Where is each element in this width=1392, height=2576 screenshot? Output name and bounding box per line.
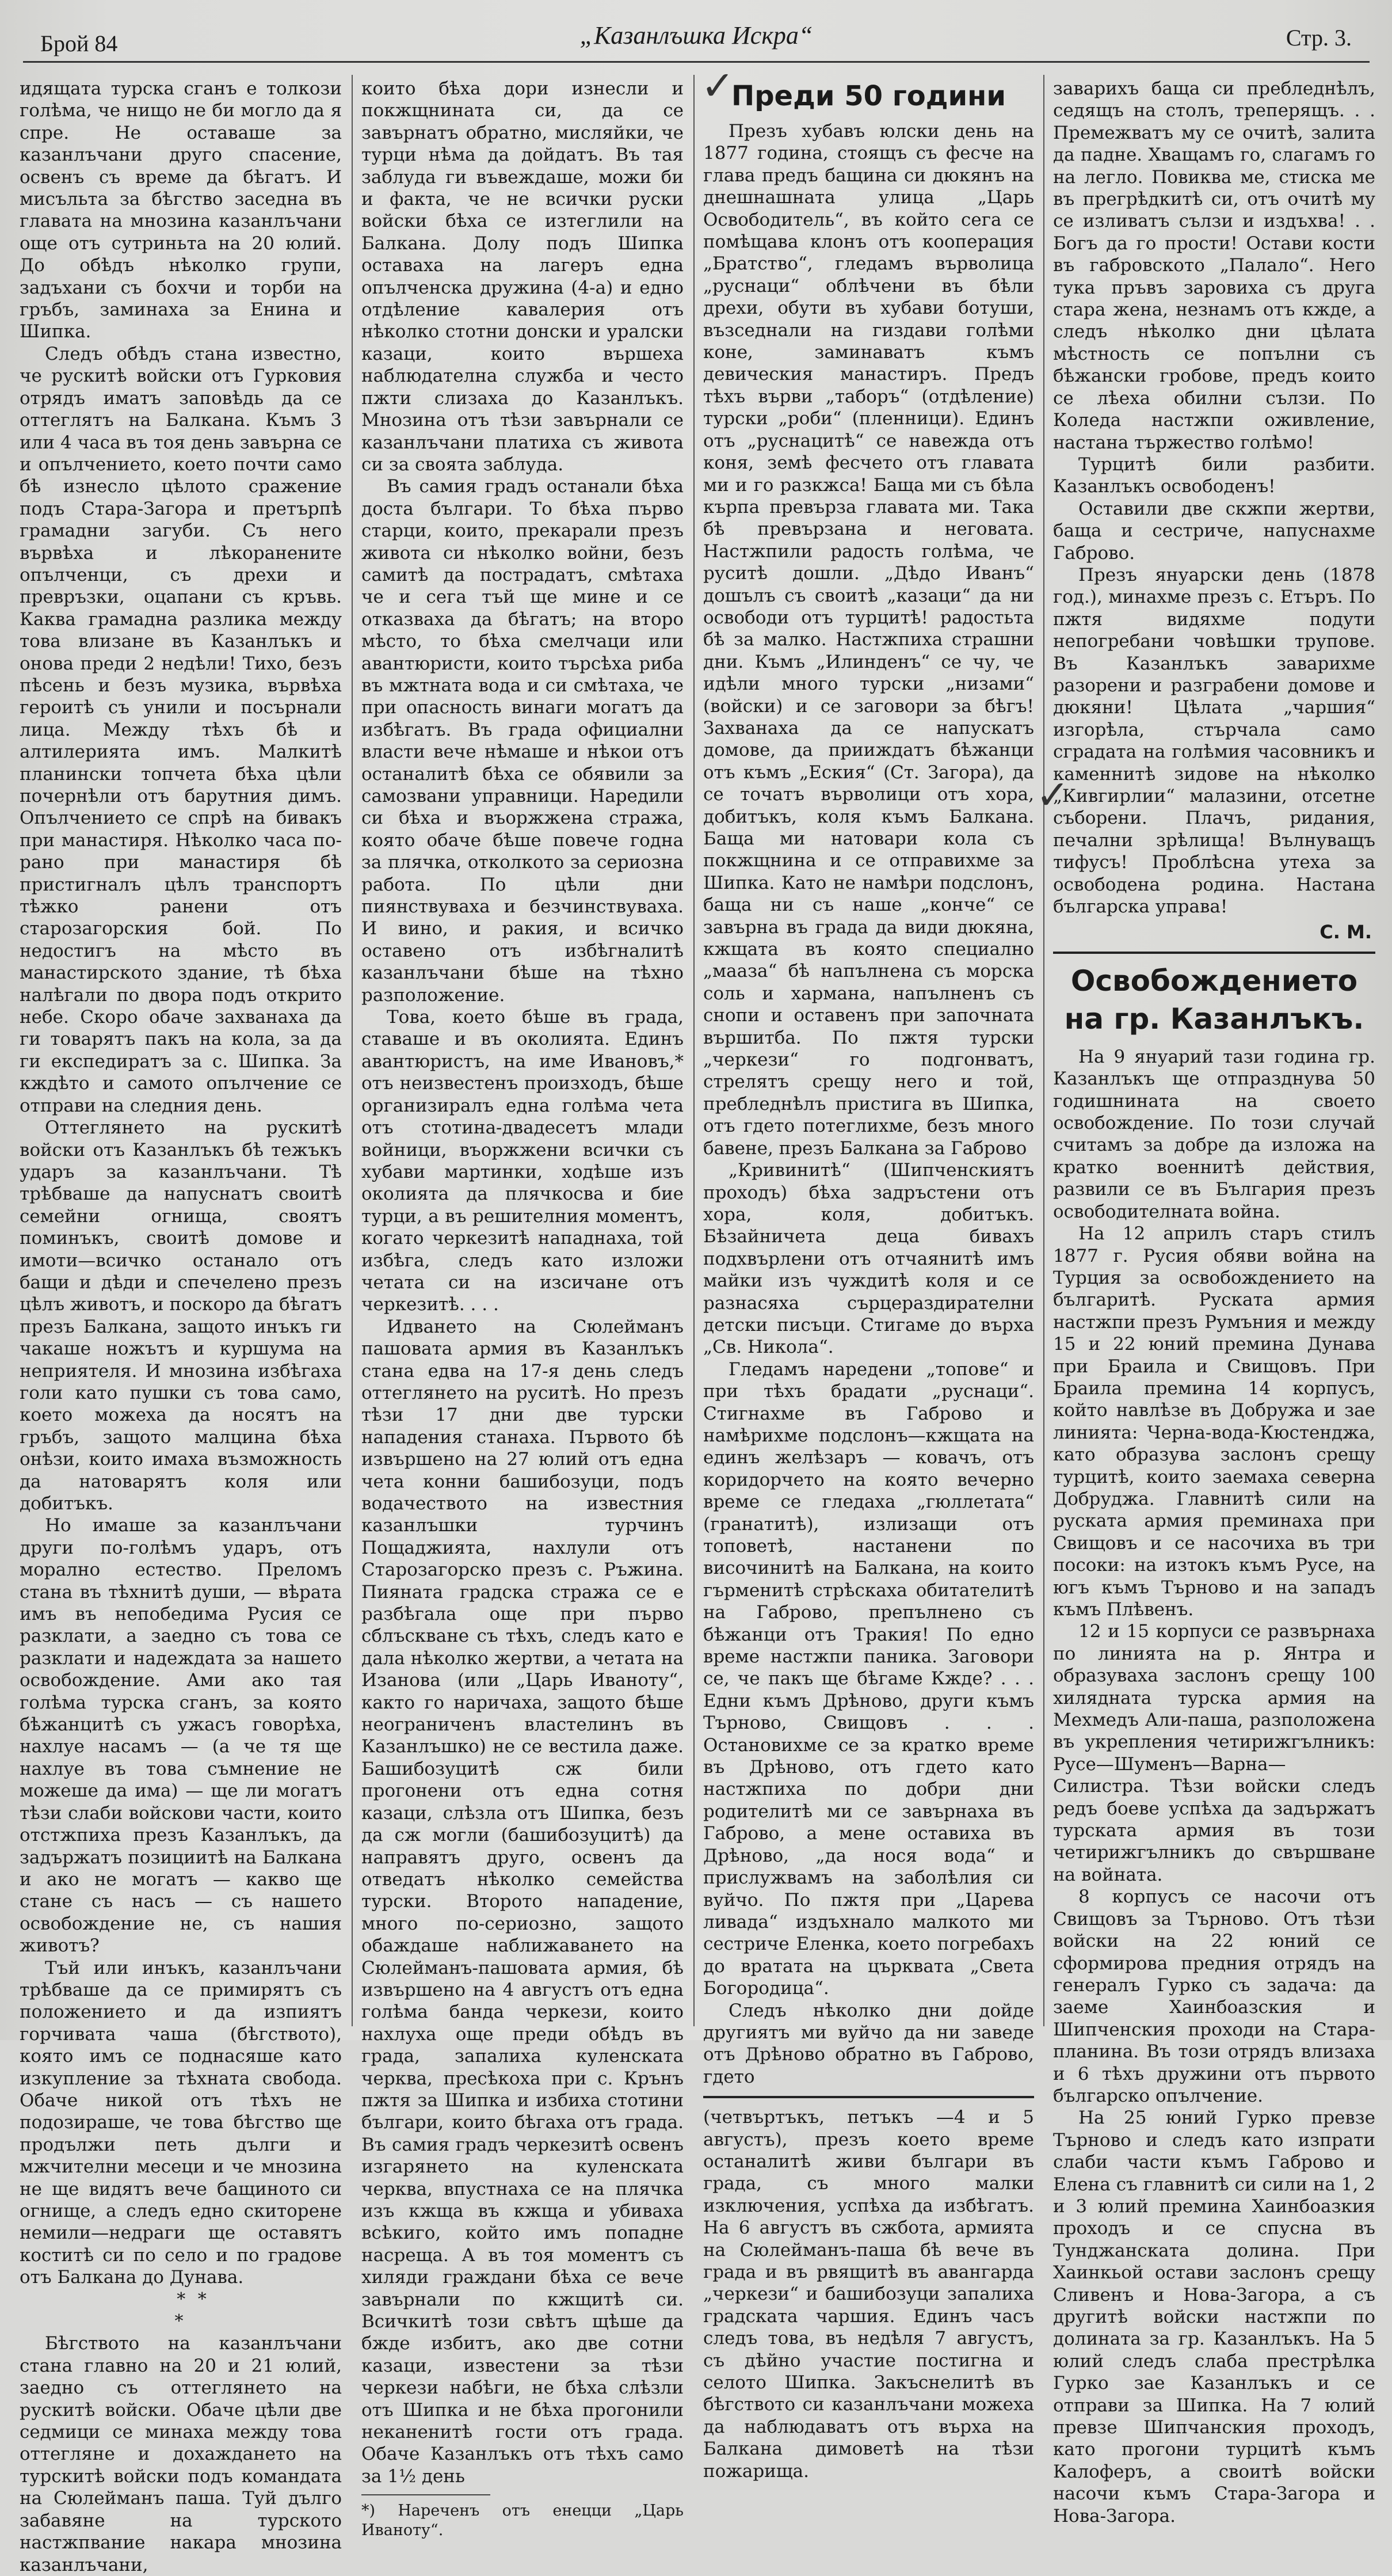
paragraph: (четвъртъкъ, петъкъ —4 и 5 августъ), презъ което време останалитѣ живи българи въ града, съ много малки изключения, успѣха да избѣгатъ. На 6 августъ въ сжбота, армията на Сюлейманъ-паша бѣ вече въ града и въ рвящитѣ въ авангарда „черкези“ и башибозуци запалиха градската чаршия. Единъ часъ следъ това, въ недѣля 7 августъ, съ дѣйно участие постигна и селото Шипка. Закъснелитѣ въ бѣгството си казанлъчани можеха да наблюдаватъ отъ върха на Балкана димоветѣ на тѣзи пожарища. <box>703 2107 1034 2482</box>
paragraph: Следъ нѣколко дни дойде другиятъ ми вуйчо да ни заведе отъ Дрѣново обратно въ Габрово, гдето <box>703 2000 1034 2087</box>
paragraph: идящата турска сганъ е толкози голѣма, че нищо не би могло да я спре. Не оставаше за казанлъчани друго спасение, освенъ съ време да бѣгатъ. И мисъльта за бѣгство заседна въ главата на мнозина казанлъчани още отъ сутриньта на 20 юлий. До обѣдъ нѣколко групи, задъхани съ бохчи и торби на гръбъ, заминаха за Енина и Шипка. <box>20 78 342 343</box>
column-rule <box>693 75 695 2026</box>
author-signature: С. М. <box>1319 921 1372 943</box>
paragraph: Идването на Сюлейманъ пашовата армия въ Казанлъкъ стана едва на 17-я день следъ оттеглянето на руситѣ. Но презъ тѣзи 17 дни две турски нападения станаха. Първото бѣ извършено на 27 юлий отъ една чета конни башибозуци, подъ водачеството на известния казанлъшки турчинъ Пощаджията, нахлули отъ Старозагорско презъ с. Ръжина. Пияната градска стража се е разбѣгала още при първо сблъскване съ тѣхъ, следъ като е дала нѣколко жертви, а четата на Изанова (или „Царь Иваноту“, както го наричаха, защото бѣше неограниченъ властелинъ въ Казанлъшко) не се вестила даже. Башибозуцитѣ сж били прогонени отъ една сотня казаци, слѣзла отъ Шипка, безъ да сж могли (башибозуцитѣ) да направятъ друго, освенъ да отведатъ нѣколко семейства турски. Второто нападение, много по-сериозно, защото обаждаше наближаването на Сюлейманъ-пашовата армия, бѣ извършено на 4 августъ отъ една голѣма банда черкези, които нахлуха още преди обѣдъ въ града, запалиха куленската черква, пресѣкоха при с. Крънъ пжтя за Шипка и избиха стотини българи, които бѣгаха отъ града. Въ самия градъ черкезитѣ освенъ изгарянето на куленската черква, впустнаха се на плячка изъ кжща въ кжща и убиваха всѣкиго, който имъ попадне насреща. А въ тоя моментъ съ хиляди граждани бѣха се вече завърнали по кжщитѣ си. Всичкитѣ този свѣтъ щѣше да бжде избитъ, ако две сотни казаци, известени за тѣзи черкези набѣги, не бѣха слѣзли отъ Шипка и не бѣха прогонили неканенитѣ гости отъ града. Обаче Казанлъкъ отъ тѣхъ само за 1½ день <box>361 1316 684 2487</box>
paragraph: Презъ януарски день (1878 год.), минахме презъ с. Етъръ. По пжтя видяхме подути непогребани човѣшки трупове. Въ Казанлъкъ заварихме разорени и разграбени домове и дюкяни! Цѣлата „чаршия“ изгорѣла, стърчала само сградата на голѣмия часовникъ и каменнитѣ зидове на нѣколко „Кивгирлии“ малазини, отсетне съборени. Плачъ, ридания, печални зрѣлища! Вълнуващъ тифусъ! Проблѣсна утеха за освободена родина. Настана българска управа! <box>1053 564 1375 918</box>
column-4 <box>1053 78 1375 2526</box>
section-dinkus: * * * <box>174 2289 210 2332</box>
footnote: *) Нареченъ отъ енецци „Царь Иваноту“. <box>361 2502 684 2540</box>
page-number: Стр. 3. <box>1286 25 1352 51</box>
paragraph: Бѣгството на казанлъчани стана главно на 20 и 21 юлий, заедно съ оттеглянето на рускитѣ войски. Обаче цѣли две седмици се минаха между това оттегляне и дохаждането на турскитѣ войски подъ командата на Сюлейманъ паша. Туй дълго забавяне на турското настжпвание накара мнозина казанлъчани, <box>20 2333 342 2575</box>
article-headline: Освобождението на гр. Казанлъкъ. <box>1064 964 1364 1036</box>
column-1 <box>20 78 342 2575</box>
checkmark-icon: ✓ <box>1036 771 1070 819</box>
header-rule <box>23 61 1370 63</box>
newspaper-title: „Казанлъшка Искра“ <box>579 21 813 50</box>
paragraph: Това, което бѣше въ града, ставаше и въ околията. Единъ авантюристъ, на име Ивановъ,* отъ неизвестенъ произходъ, бѣше организиралъ една голѣма чета отъ стотина-двадесетъ млади войници, въоржжени всички съ хубави мартинки, ходѣше изъ околията да плячкосва и бие турци, а въ решителния моментъ, когато черкезитѣ нападнаха, той избѣга, следъ като изложи четата си на изсичане отъ черкезитѣ. . . . <box>361 1007 684 1315</box>
checkmark-icon: ✓ <box>701 62 735 109</box>
paragraph: които бѣха дори изнесли и покжщнината си, да се завърнатъ обратно, мисляйки, че турци нѣма да дойдатъ. Въ тая заблуда ги въвеждаше, можи би и факта, че не всички руски войски бѣха се изтеглили на Балкана. Долу подъ Шипка оставаха на лагеръ една опълченска дружина (4-а) и едно отдѣление кавалерия отъ нѣколко стотни донски и уралски казаци, които вършеха наблюдателна служба и често пжти слизаха до Казанлъкъ. Мнозина отъ тѣзи завърнали се казанлъчани платиха съ живота си за своята заблуда. <box>361 78 684 475</box>
section-rule <box>703 2096 1034 2098</box>
paragraph: Но имаше за казанлъчани други по-голѣмъ ударъ, отъ морално естество. Преломъ стана въ тѣхнитѣ души, — вѣрата имъ въ непобедима Русия се разклати, а заедно съ това се разклати и надеждата за нашето освобождение. Ами ако тая голѣма турска сганъ, за която бѣжанцитѣ съ ужасъ говорѣха, нахлуе насамъ — (а че тя ще нахлуе въ това съмнение не можеше да има) — ще ли могатъ тѣзи слаби войскови части, които отстжпиха презъ Казанлъкъ, да задържатъ позициитѣ на Балкана и ако не могатъ — какво ще стане съ насъ — съ нашето освобождение не, съ нашия животъ? <box>20 1515 342 1957</box>
paragraph: Презъ хубавъ юлски день на 1877 година, стоящъ съ фесче на глава предъ бащина си дюкянъ на днешнашната улица „Царь Освободитель“, въ който сега се помѣщава клонъ отъ кооперация „Братство“, гледамъ върволица „руснаци“ облѣчени въ бѣли дрехи, обути въ хубави ботуши, възседнали на гиздави голѣми коне, заминаватъ къмъ девическия манастиръ. Предъ тѣхъ върви „таборъ“ (отдѣление) турски „роби“ (пленници). Единъ отъ „руснацитѣ“ се навежда отъ коня, земѣ фесчето отъ главата ми и го разкжса! Баща ми съ бѣла кърпа превърза главата ми. Така бѣ превързана и неговата. Настжпили радость голѣма, че руситѣ дошли. „Дѣдо Иванъ“ дошълъ съ своитѣ „казаци“ да ни освободи отъ турцитѣ! радостьта бѣ за малко. Настжпиха страшни дни. Къмъ „Илинденъ“ се чу, че идѣли много турски „низами“ (войски) и се заговори за бѣгъ! Захванаха да се напускатъ домове, да прииждатъ бѣжанци отъ къмъ „Еския“ (Ст. Загора), да се точатъ върволици отъ хора, добитъкъ, коля къмъ Балкана. Баща ми натовари кола съ покжщнина и се отправихме за Шипка. Като не намѣри подслонъ, баща ни съ наше „конче“ се завърна въ града да види дюкяна, кжщата въ която специално „мааза“ бѣ напълнена съ морска соль и хармана, напълненъ съ снопи и оставенъ при започната вършитба. По пжтя турски „черкези“ го подгонватъ, стрелятъ срещу него и той, пребледнѣлъ пристига въ Шипка, отъ гдето потеглихме, безъ много бавене, презъ Балкана за Габрово <box>703 121 1034 1159</box>
column-rule <box>352 75 353 2026</box>
paragraph: 12 и 15 корпуси се развърнаха по линията на р. Янтра и образуваха заслонъ срещу 100 хилядната турска армия на Мехмедъ Али-паша, разположена въ укрепления четирижгълникъ: Русе—Шуменъ—Варна—Силистра. Тѣзи войски следъ редъ боеве успѣха да задържатъ турската армия въ този четирижгълникъ до свършване на войната. <box>1053 1621 1375 1885</box>
column-rule <box>1043 75 1044 2026</box>
footnote-rule <box>361 2494 490 2495</box>
column-3 <box>703 78 1034 2482</box>
article-headline: Преди 50 години <box>731 80 1006 112</box>
paragraph: Турцитѣ били разбити. Казанлъкъ освободенъ! <box>1053 454 1375 497</box>
section-rule <box>1053 952 1375 954</box>
paragraph: На 9 януарий тази година гр. Казанлъкъ ще отпразднува 50 годишнината на своето освобождение. По този случай считамъ за добре да изложа на кратко военнитѣ действия, развили се въ България презъ освободителната война. <box>1053 1046 1375 1222</box>
paragraph: „Кривинитѣ“ (Шипченскиятъ проходъ) бѣха задръстени отъ хора, коля, добитъкъ. Бѣзайничета деца бивахъ подхвърлени отъ отчаянитѣ имъ майки изъ чуждитѣ коля и се разнасяха сърцераздирателни детски писъци. Стигаме до върха „Св. Никола“. <box>703 1160 1034 1358</box>
issue-number: Брой 84 <box>40 31 118 56</box>
paragraph: Следъ обѣдъ стана известно, че рускитѣ войски отъ Гурковия отрядъ иматъ заповѣдь да се оттеглятъ на Балкана. Къмъ 3 или 4 часа въ тоя день завърна се и опълчението, което почти само бѣ изнесло цѣлото сражение подъ Стара-Загора и претърпѣ грамадни загуби. Съ него вървѣха и лѣкоранените опълченци, съ дрехи и превръзки, оцапани съ кръвь. Каква грамадна разлика между това влизане въ Казанлъкъ и онова преди 2 недѣли! Тихо, безъ пѣсень и безъ музика, вървѣха героитѣ съ унили и посърнали лица. Между тѣхъ бѣ и алтилерията имъ. Малкитѣ планински топчета бѣха цѣли почернѣли отъ барутния димъ. Опълчението се спрѣ на бивакъ при манастиря. Нѣколко часа по-рано при манастиря бѣ пристигналъ цѣлъ транспортъ тѣжко ранени отъ старозагорския бой. По недостигъ на мѣсто въ манастирското здание, тѣ бѣха налѣгали по двора подъ открито небе. Скоро обаче захванаха да ги товарятъ пакъ на кола, за да ги експедиратъ за с. Шипка. За кждѣто и самото опълчение се отправи на следния день. <box>20 343 342 1116</box>
paragraph: Въ самия градъ останали бѣха доста българи. То бѣха първо старци, които, прекарали презъ живота си нѣколко войни, безъ самитѣ да пострадатъ, смѣтаха че и сега тъй ще мине и се отказваха да бѣгатъ; на второ мѣсто, то бѣха смелчаци или авантюристи, които търсѣха риба въ мжтната вода и си смѣтаха, че при опасность винаги могатъ да избѣгатъ. Въ града официални власти вече нѣмаше и нѣкои отъ останалитѣ бѣха се обявили за самозвани управници. Наредили си бѣха и въоржжена стража, която обаче бѣше повече годна за плячка, отколкото за сериозна работа. По цѣли дни пиянствуваха и безчинствуваха. И вино, и ракия, и всичко оставено отъ избѣгналитѣ казанлъчани бѣше на тѣхно разположение. <box>361 476 684 1006</box>
paragraph: Гледамъ наредени „топове“ и при тѣхъ брадати „руснаци“. Стигнахме въ Габрово и намѣрихме подслонъ—кжщата на единъ желѣзаръ — ковачъ, отъ коридорчето на която вечерно време се гледаха „гюллетата“ (гранатитѣ), излизащи отъ топоветѣ, настанени по височинитѣ на Балкана, на които гърменитѣ стрѣскаха обитателитѣ на Габрово, препълнено съ бѣжанци отъ Тракия! По едно време настжпи паника. Заговори се, че пакъ ще бѣгаме Кжде? . . . Едни къмъ Дрѣново, други къмъ Търново, Свищовъ . . . Остановихме се за кратко време въ Дрѣново, отъ гдето като настжпиха по добри дни родителитѣ ми се завърнаха въ Габрово, а мене оставиха въ Дрѣново, „да нося вода“ и прислужвамъ на заболѣлия си вуйчо. По пжтя при „Царева ливада“ издъхнало малкото ми сестриче Еленка, което погребахъ до вратата на църквата „Света Богородица“. <box>703 1359 1034 1999</box>
paragraph: Тъй или инъкъ, казанлъчани трѣбваше да се примирятъ съ положението и да изпиятъ горчивата чаша (бѣгството), която имъ се поднасяше като изкупление за тѣхната свобода. Обаче никой отъ тѣхъ не подозираше, че това бѣгство ще продължи петь дълги и мжчителни месеци и че мнозина не ще видятъ вече бащиното си огнище, а следъ едно скиторене немили—недраги ще оставятъ коститѣ си по село и по градове отъ Балкана до Дунава. <box>20 1957 342 2288</box>
paragraph: 8 корпусъ се насочи отъ Свищовъ за Търново. Отъ тѣзи войски на 22 юний се сформирова предния отрядъ на генералъ Гурко съ задача: да заеме Хаинбоазския и Шипченския проходи на Стара-планина. Въ този отрядъ влизаха и 6 тѣхъ дружини отъ първото българско опълчение. <box>1053 1886 1375 2106</box>
paragraph: заварихъ баща си пребледнѣлъ, седящъ на столъ, треперящъ. . . Премежватъ му се очитѣ, залита да падне. Хващамъ го, слагамъ го на легло. Повиква ме, стиска ме въ прегрѣдкитѣ си, отъ очитѣ му се изливатъ сълзи и издъхва! . . Богъ да го прости! Остави кости въ габровското „Палало“. Него тука пръвъ заровиха съ друга стара жена, незнамъ отъ кжде, а следъ нѣколко дни цѣлата мѣстность се попълни съ бѣжански гробове, предъ които се лѣеха обилни сълзи. По Коледа настжпи оживление, настана тържество голѣмо! <box>1053 78 1375 453</box>
column-2 <box>361 78 684 2540</box>
paragraph: Оттеглянето на рускитѣ войски отъ Казанлъкъ бѣ тежъкъ ударъ за казанлъчани. Тѣ трѣбваше да напуснатъ своитѣ семейни огнища, своятъ поминъкъ, своитѣ домове и имоти—всичко останало отъ бащи и дѣди и спечелено презъ цѣлъ животъ, и поскоро да бѣгатъ презъ Балкана, защото инъкъ ги чакаше ножътъ и куршума на неприятеля. И мнозина избѣгаха голи като пушки съ това само, което можеха да носятъ на гръбъ, защото малцина бѣха онѣзи, които имаха възможность да натоварятъ коля или добитъкъ. <box>20 1117 342 1514</box>
paragraph: Оставили две скжпи жертви, баща и сестриче, напуснахме Габрово. <box>1053 498 1375 564</box>
running-head <box>0 0 1392 62</box>
paragraph: На 12 априлъ старъ стилъ 1877 г. Русия обяви война на Турция за освобождението на българитѣ. Руската армия настжпи презъ Румъния и между 15 и 22 юний премина Дунава при Браила и Свищовъ. При Браила премина 14 корпусъ, който навлѣзе въ Добружа и зае линията: Черна-вода-Кюстенджа, като образува заслонъ срещу турцитѣ, които заемаха северна Добруджа. Главнитѣ сили на руската армия преминаха при Свищовъ и се насочиха въ три посоки: на изтокъ къмъ Русе, на югъ къмъ Търново и на западъ къмъ Плѣвенъ. <box>1053 1223 1375 1620</box>
paragraph: На 25 юний Гурко превзе Търново и следъ като изпрати слаби части къмъ Габрово и Елена съ главнитѣ си сили на 1, 2 и 3 юлий премина Хаинбоазкия проходъ и се спусна въ Тунджанската долина. При Хаинкьой остави заслонъ срещу Сливенъ и Нова-Загора, а съ другитѣ войски настжпи по долината за гр. Казанлъкъ. На 5 юлий следъ слаба престрѣлка Гурко зае Казанлъкъ и се отправи за Шипка. На 7 юлий превзе Шипчанския проходъ, като прогони турцитѣ къмъ Калоферъ, а своитѣ войски насочи къмъ Стара-Загора и Нова-Загора. <box>1053 2107 1375 2526</box>
